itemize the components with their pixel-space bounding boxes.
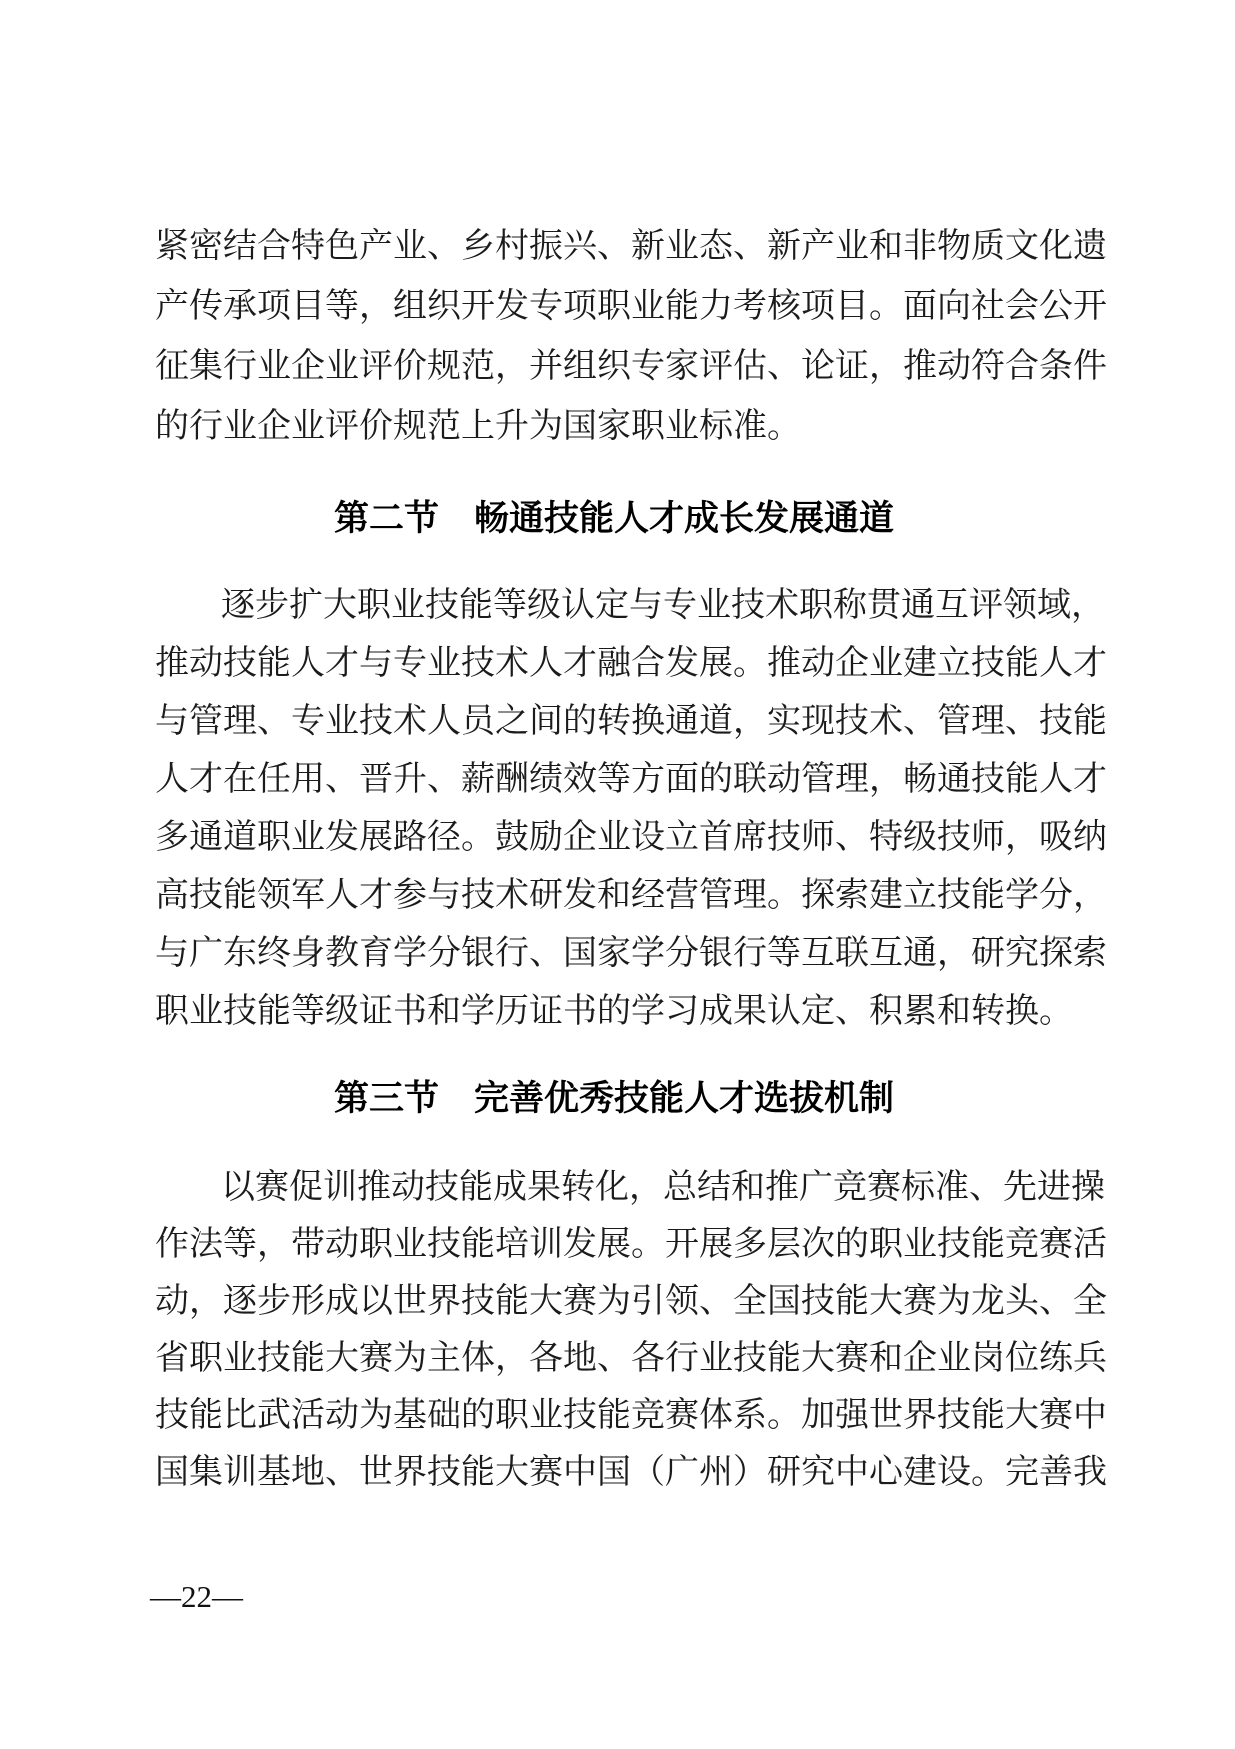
text-line: 人才在任用、晋升、薪酬绩效等方面的联动管理，畅通技能人才 [155,761,1107,798]
text-line: 职业技能等级证书和学历证书的学习成果认定、积累和转换。 [155,993,1073,1030]
text-line: 产传承项目等，组织开发专项职业能力考核项目。面向社会公开 [155,288,1107,325]
section-heading-3: 第三节 完善优秀技能人才选拔机制 [333,1079,894,1118]
text-line: 国集训基地、世界技能大赛中国（广州）研究中心建设。完善我 [155,1454,1107,1491]
text-line: 省职业技能大赛为主体，各地、各行业技能大赛和企业岗位练兵 [155,1340,1107,1377]
text-line: 的行业企业评价规范上升为国家职业标准。 [155,408,801,445]
text-line: 逐步扩大职业技能等级认定与专业技术职称贯通互评领域， [221,587,1105,624]
text-line: 多通道职业发展路径。鼓励企业设立首席技师、特级技师，吸纳 [155,819,1107,856]
text-line: 征集行业企业评价规范，并组织专家评估、论证，推动符合条件 [155,348,1107,385]
text-line: 作法等，带动职业技能培训发展。开展多层次的职业技能竞赛活 [155,1226,1107,1263]
paragraph-section2-body [155,577,1107,1041]
text-line: 与管理、专业技术人员之间的转换通道，实现技术、管理、技能 [155,703,1107,740]
text-line: 与广东终身教育学分银行、国家学分银行等互联互通，研究探索 [155,935,1107,972]
page-number: —22— [150,1579,243,1614]
text-line: 以赛促训推动技能成果转化，总结和推广竞赛标准、先进操 [221,1169,1105,1206]
text-line: 动，逐步形成以世界技能大赛为引领、全国技能大赛为龙头、全 [155,1283,1107,1320]
paragraph-continuation [155,217,1107,457]
paragraph-section3-body [155,1159,1107,1501]
text-line: 高技能领军人才参与技术研发和经营管理。探索建立技能学分， [155,877,1107,914]
section-heading-2: 第二节 畅通技能人才成长发展通道 [333,499,894,538]
text-line: 技能比武活动为基础的职业技能竞赛体系。加强世界技能大赛中 [155,1397,1107,1434]
text-line: 紧密结合特色产业、乡村振兴、新业态、新产业和非物质文化遗 [155,228,1107,265]
text-line: 推动技能人才与专业技术人才融合发展。推动企业建立技能人才 [155,645,1107,682]
